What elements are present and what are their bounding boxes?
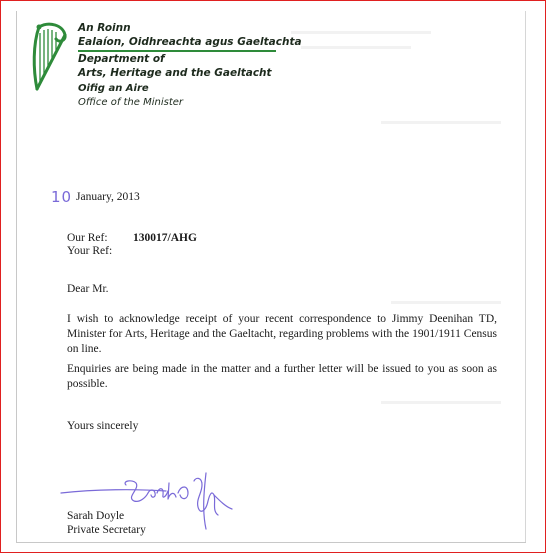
closing: Yours sincerely [67, 420, 139, 432]
signatory-title: Private Secretary [67, 524, 146, 536]
harp-icon [29, 19, 69, 95]
bleed-mark [381, 121, 501, 124]
bleed-mark [301, 46, 411, 49]
your-ref-label: Your Ref: [67, 245, 113, 257]
handwritten-day: 10 [51, 188, 73, 206]
dept-irish-line1: An Roinn [78, 22, 131, 34]
letter-date: January, 2013 [76, 191, 140, 203]
dept-english-line1: Department of [78, 53, 165, 65]
office-irish: Oifig an Aire [78, 83, 149, 94]
bleed-mark [381, 401, 501, 404]
handwritten-signature [56, 471, 246, 531]
paragraph-acknowledgement: I wish to acknowledge receipt of your recent correspondence to Jimmy Deenihan TD, Minister for Arts, Heritage and the Gaeltacht, regarding problems with the 1901/1911 Census on line. [67, 313, 497, 355]
dept-english-line2: Arts, Heritage and the Gaeltacht [78, 67, 272, 79]
signatory-name: Sarah Doyle [67, 510, 125, 522]
paragraph-enquiries: Enquiries are being made in the matter and a further letter will be issued to you as soon as possible. [67, 363, 497, 390]
scan-edge-right [525, 11, 526, 543]
scan-edge-left [16, 11, 17, 543]
office-english: Office of the Minister [78, 97, 184, 108]
bleed-mark [391, 301, 501, 304]
header-divider [78, 50, 276, 52]
scan-edge-bottom [16, 542, 526, 543]
bleed-mark [291, 31, 431, 34]
our-ref-value: 130017/AHG [133, 232, 197, 244]
salutation: Dear Mr. [67, 283, 109, 295]
dept-irish-line2: Ealaíon, Oidhreachta agus Gaeltachta [78, 36, 302, 48]
our-ref-label: Our Ref: [67, 232, 108, 244]
